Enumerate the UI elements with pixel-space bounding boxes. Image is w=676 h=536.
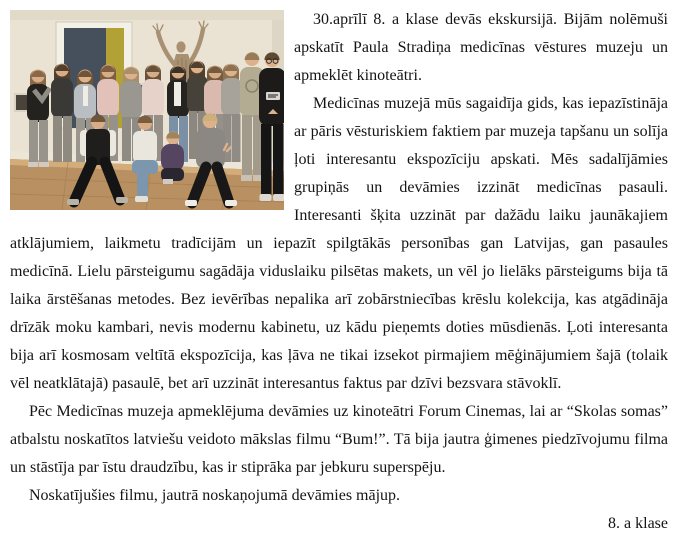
student [259,52,284,201]
class-photo [10,10,284,210]
ceiling-shade [10,10,284,20]
student [51,64,73,163]
paragraph-museum: Medicīnas muzejā mūs sagaidīja gids, kas iepazīstināja ar pāris vēsturiskiem faktiem par muzeja tapšanu un solīja ļoti interesantu ekspozīciju apskati. Mēs sadalījāmies grupiņās un devāmies izzināt medicīnas pasauli. Interesanti šķita uzzināt par dažādu laiku jaunākajiem atklājumiem, laikmetu tradīcijām un iepazīt spilgtākās personības gan Latvijas, gan pasaules medicīnā. Lielu pārsteigumu sagādāja viduslaiku pilsētas makets, un vēl jo lielāks pārsteigums bija tā laika ārstēšanas metodes. Bez ievērības nepalika arī zobārstniecības krēslu kolekcija, kas atgādināja drīzāk moku kambari, nevis modernu kabinetu, uz kādu pieņemts doties mūsdienās. Ļoti interesanta bija arī kosmosam veltītā ekspozīcija, kas ļāva ne tikai izsekot pirmajiem mēģinājumiem šajā (tolaik vēl neatklātajā) pasaulē, bet arī uzzināt interesantus faktus par dzīvi bezsvara stāvoklī. [10,95,668,392]
paragraph-intro: 30.aprīlī 8. a klase devās ekskursijā. Bijām nolēmuši apskatīt Paula Stradiņa medicīnas vēstures muzeju un apmeklēt kinoteātri. [294,11,668,84]
class-photo-illustration [10,10,284,210]
signature: 8. a klase [608,515,668,532]
sculpture-head [176,41,185,52]
paragraph-closing: Noskatījušies filmu, jautrā noskaņojumā devāmies mājup. [29,487,401,504]
paragraph-cinema: Pēc Medicīnas muzeja apmeklējuma devāmies uz kinoteātri Forum Cinemas, lai ar “Skolas somas” atbalstu noskatītos latviešu veidoto mākslas filmu “Bum!”. Tā bija jautra ģimenes piedzīvojumu filma un stāstīja par īstu draudzību, kas ir stiprāka par jebkuru superspēju. [10,403,668,476]
